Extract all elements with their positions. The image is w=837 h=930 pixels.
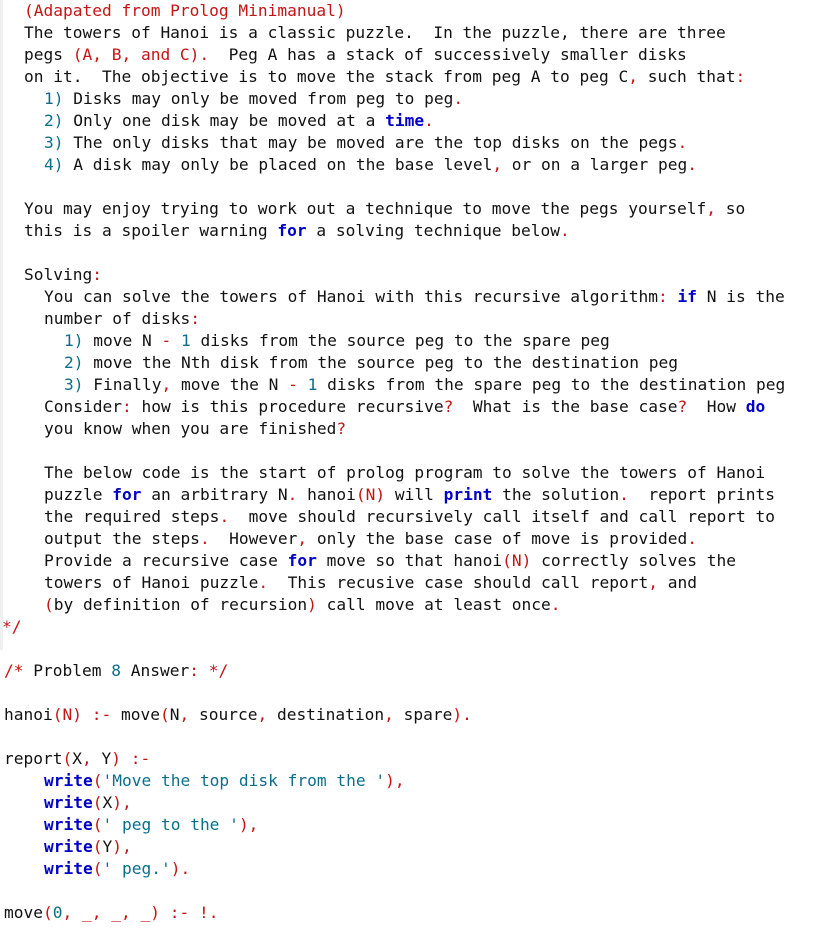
problem-header: /* Problem 8 Answer: */: [4, 661, 229, 680]
report-head: report(X, Y) :-: [4, 749, 151, 768]
comment-line: (Adapated from Prolog Minimanual): [24, 1, 346, 20]
blank-line: [0, 638, 837, 660]
comment-line: puzzle for an arbitrary N. hanoi(N) will print the solution. report prints: [44, 485, 776, 504]
comment-line: Solving:: [24, 265, 102, 284]
comment-line: this is a spoiler warning for a solving technique below.: [24, 221, 570, 240]
comment-line: 4) A disk may only be placed on the base level, or on a larger peg.: [44, 155, 697, 174]
comment-line: (by definition of recursion) call move at least once.: [44, 595, 561, 614]
hanoi-clause: hanoi(N) :- move(N, source, destination, spare).: [4, 705, 472, 724]
report-body-line: write(' peg.').: [44, 859, 191, 878]
comment-line: 3) Finally, move the N - 1 disks from the spare peg to the destination peg: [64, 375, 786, 394]
comment-line: you know when you are finished?: [44, 419, 347, 438]
report-body-line: write(Y),: [44, 837, 132, 856]
comment-line: on it. The objective is to move the stack from peg A to peg C, such that:: [24, 67, 746, 86]
comment-line: pegs (A, B, and C). Peg A has a stack of successively smaller disks: [24, 45, 687, 64]
report-body-line: write('Move the top disk from the '),: [44, 771, 405, 790]
comment-line: You may enjoy trying to work out a technique to move the pegs yourself, so: [24, 199, 746, 218]
blank-line: [0, 176, 837, 198]
blank-line: [0, 440, 837, 462]
blank-line: [0, 682, 837, 704]
comment-line: The below code is the start of prolog program to solve the towers of Hanoi: [44, 463, 766, 482]
comment-line: Provide a recursive case for move so that hanoi(N) correctly solves the: [44, 551, 736, 570]
comment-line: towers of Hanoi puzzle. This recusive case should call report, and: [44, 573, 697, 592]
comment-line: output the steps. However, only the base case of move is provided.: [44, 529, 697, 548]
comment-line: You can solve the towers of Hanoi with this recursive algorithm: if N is the: [44, 287, 785, 306]
blank-line: [0, 726, 837, 748]
comment-line: The towers of Hanoi is a classic puzzle. In the puzzle, there are three: [24, 23, 726, 42]
comment-end: */: [2, 617, 22, 636]
comment-line: 2) move the Nth disk from the source peg to the destination peg: [64, 353, 678, 372]
comment-line: number of disks:: [44, 309, 200, 328]
comment-line: the required steps. move should recursively call itself and call report to: [44, 507, 775, 526]
comment-line: 2) Only one disk may be moved at a time.: [44, 111, 434, 130]
comment-line: Consider: how is this procedure recursive? What is the base case? How do: [44, 397, 766, 416]
move-base-clause: move(0, _, _, _) :- !.: [4, 903, 219, 922]
report-body-line: write(X),: [44, 793, 132, 812]
blank-line: [0, 880, 837, 902]
blank-line: [0, 242, 837, 264]
comment-line: 3) The only disks that may be moved are the top disks on the pegs.: [44, 133, 688, 152]
comment-line: 1) Disks may only be moved from peg to peg.: [44, 89, 464, 108]
comment-line: 1) move N - 1 disks from the source peg to the spare peg: [64, 331, 610, 350]
report-body-line: write(' peg to the '),: [44, 815, 259, 834]
